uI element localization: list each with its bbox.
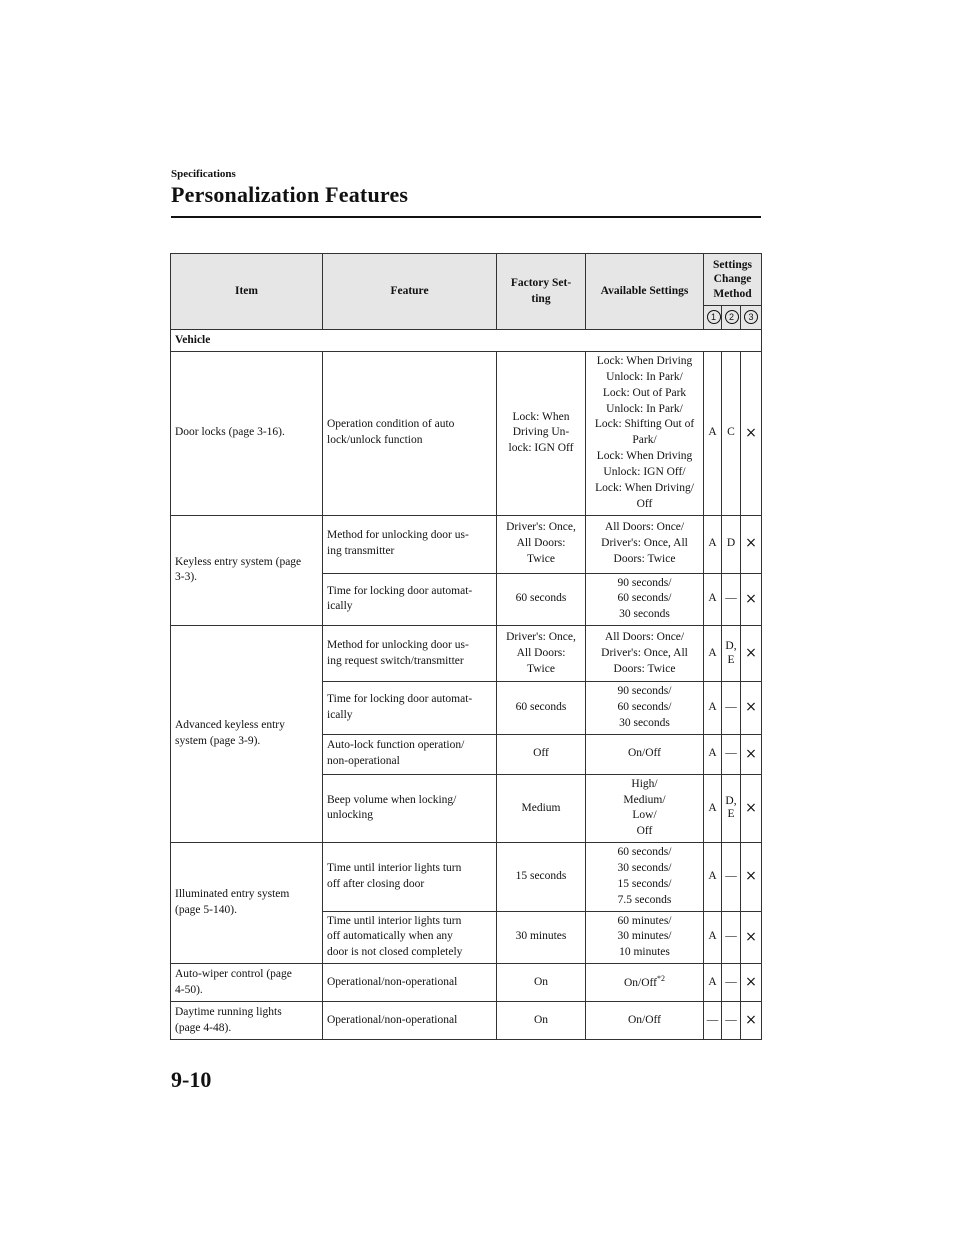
method-1-cell: A [704, 774, 722, 842]
feature-cell: Time for locking door automat- ically [323, 573, 497, 626]
method-1-cell: A [704, 843, 722, 911]
page-number: 9-10 [171, 1067, 212, 1092]
table-row [171, 626, 762, 682]
page-title: Personalization Features [171, 182, 409, 207]
available-settings-cell: High/ Medium/ Low/ Off [586, 774, 704, 842]
footnote-marker: *2 [657, 974, 665, 984]
title-divider [171, 216, 761, 218]
available-settings-cell: On/Off [586, 734, 704, 774]
method-2-cell: — [722, 734, 741, 774]
method-1-cell: A [704, 911, 722, 964]
factory-setting-cell: Driver's: Once, All Doors: Twice [497, 515, 586, 573]
feature-cell: Time until interior lights turn off after closing door [323, 843, 497, 911]
table-row [171, 515, 762, 573]
factory-setting-cell: Off [497, 734, 586, 774]
method-2-cell: — [722, 843, 741, 911]
factory-setting-cell: 60 seconds [497, 573, 586, 626]
method-1-cell: A [704, 352, 722, 516]
feature-cell: Method for unlocking door us- ing transmitter [323, 515, 497, 573]
method-2-cell: — [722, 911, 741, 964]
factory-setting-cell: 15 seconds [497, 843, 586, 911]
header-available-settings: Available Settings [586, 254, 704, 330]
method-3-cross-icon: × [741, 626, 762, 682]
group-vehicle: Vehicle [171, 330, 762, 352]
method-1-cell: A [704, 573, 722, 626]
feature-cell: Operational/non-operational [323, 964, 497, 1002]
method-2-cell: — [722, 964, 741, 1002]
item-cell: Illuminated entry system (page 5-140). [171, 843, 323, 964]
method-1-cell: — [704, 1002, 722, 1040]
method-2-cell: D [722, 515, 741, 573]
method-3-cross-icon: × [741, 964, 762, 1002]
method-2-cell: — [722, 573, 741, 626]
available-settings-cell: 60 seconds/ 30 seconds/ 15 seconds/ 7.5 seconds [586, 843, 704, 911]
item-cell: Advanced keyless entry system (page 3-9). [171, 626, 323, 843]
table-row [171, 964, 762, 1002]
method-1-cell: A [704, 734, 722, 774]
table-row [171, 843, 762, 911]
method-3-cross-icon: × [741, 843, 762, 911]
factory-setting-cell: On [497, 1002, 586, 1040]
feature-cell: Time until interior lights turn off automatically when any door is not closed completely [323, 911, 497, 964]
method-3-cross-icon: × [741, 1002, 762, 1040]
available-settings-cell: On/Off [586, 1002, 704, 1040]
method-3-cross-icon: × [741, 682, 762, 735]
method-1-cell: A [704, 964, 722, 1002]
feature-cell: Auto-lock function operation/ non-operational [323, 734, 497, 774]
header-settings-change-method: Settings Change Method [704, 254, 762, 306]
section-label: Specifications [171, 168, 236, 180]
circled-number-1-icon: 1 [707, 310, 721, 324]
feature-cell: Operational/non-operational [323, 1002, 497, 1040]
personalization-features-table [170, 253, 762, 1040]
method-2-cell: — [722, 1002, 741, 1040]
method-3-cross-icon: × [741, 911, 762, 964]
item-cell: Daytime running lights (page 4-48). [171, 1002, 323, 1040]
method-3-cross-icon: × [741, 734, 762, 774]
available-settings-cell [586, 964, 704, 1002]
factory-setting-cell: Medium [497, 774, 586, 842]
available-settings-text: On/Off [623, 977, 657, 990]
factory-setting-cell: 30 minutes [497, 911, 586, 964]
feature-cell: Operation condition of auto lock/unlock function [323, 352, 497, 516]
available-settings-cell: Lock: When Driving Unlock: In Park/ Lock: Out of Park Unlock: In Park/ Lock: Shifting Out of Park/ Lock: When Driving Unlock: IGN Off/ Lock: When Driving/ Off [586, 352, 704, 516]
circled-number-3-icon: 3 [744, 310, 758, 324]
method-2-cell: D, E [722, 774, 741, 842]
method-3-cross-icon: × [741, 515, 762, 573]
factory-setting-cell: On [497, 964, 586, 1002]
feature-cell: Method for unlocking door us- ing request switch/transmitter [323, 626, 497, 682]
circled-number-2-icon: 2 [725, 310, 739, 324]
available-settings-cell: 90 seconds/ 60 seconds/ 30 seconds [586, 573, 704, 626]
method-2-cell: C [722, 352, 741, 516]
method-1-cell: A [704, 626, 722, 682]
available-settings-cell: All Doors: Once/ Driver's: Once, All Doors: Twice [586, 515, 704, 573]
table-row [171, 352, 762, 516]
method-1-cell: A [704, 515, 722, 573]
factory-setting-cell: 60 seconds [497, 682, 586, 735]
method-3-cross-icon: × [741, 573, 762, 626]
method-3-cross-icon: × [741, 352, 762, 516]
item-cell: Auto-wiper control (page 4-50). [171, 964, 323, 1002]
factory-setting-cell: Driver's: Once, All Doors: Twice [497, 626, 586, 682]
method-3-cross-icon: × [741, 774, 762, 842]
method-number-3 [741, 306, 762, 330]
header-factory-setting: Factory Set- ting [497, 254, 586, 330]
method-2-cell: D, E [722, 626, 741, 682]
item-cell: Door locks (page 3-16). [171, 352, 323, 516]
table-row [171, 1002, 762, 1040]
feature-cell: Beep volume when locking/ unlocking [323, 774, 497, 842]
method-number-2 [722, 306, 741, 330]
header-feature: Feature [323, 254, 497, 330]
method-number-1 [704, 306, 722, 330]
feature-cell: Time for locking door automat- ically [323, 682, 497, 735]
method-2-cell: — [722, 682, 741, 735]
item-cell: Keyless entry system (page 3-3). [171, 515, 323, 626]
available-settings-cell: 90 seconds/ 60 seconds/ 30 seconds [586, 682, 704, 735]
method-1-cell: A [704, 682, 722, 735]
header-item: Item [171, 254, 323, 330]
factory-setting-cell: Lock: When Driving Un- lock: IGN Off [497, 352, 586, 516]
available-settings-cell: All Doors: Once/ Driver's: Once, All Doors: Twice [586, 626, 704, 682]
available-settings-cell: 60 minutes/ 30 minutes/ 10 minutes [586, 911, 704, 964]
